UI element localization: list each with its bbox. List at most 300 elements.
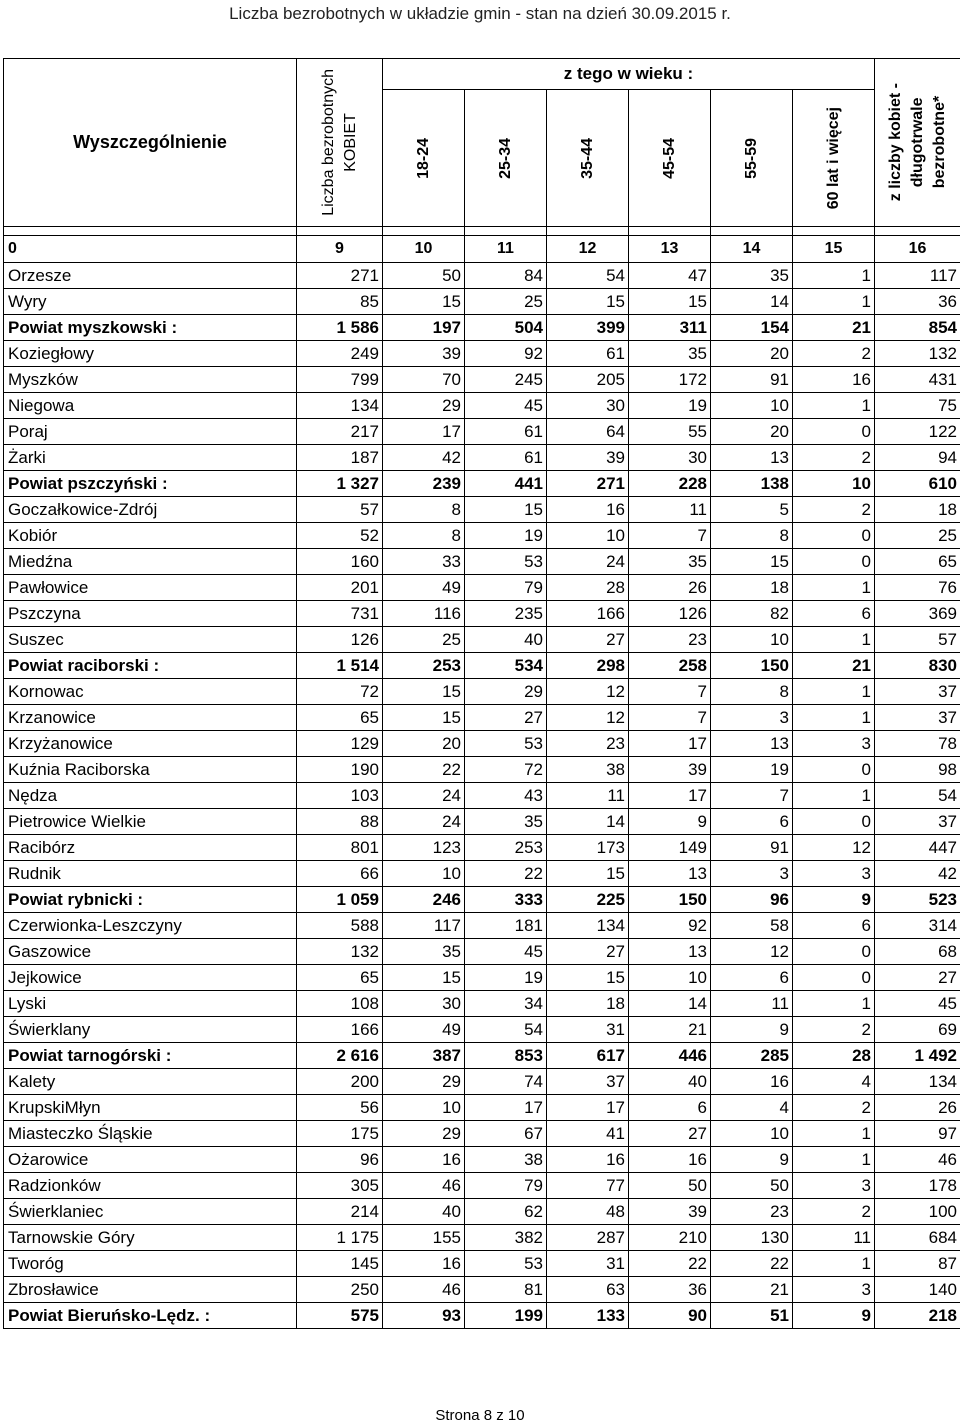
table-row <box>4 991 960 1017</box>
row-value: 2 616 <box>297 1043 383 1069</box>
row-value: 217 <box>297 419 383 445</box>
row-value: 132 <box>297 939 383 965</box>
row-value: 54 <box>875 783 960 809</box>
row-name: Niegowa <box>4 393 297 419</box>
row-value: 6 <box>711 809 793 835</box>
row-value: 14 <box>629 991 711 1017</box>
row-value: 50 <box>383 263 465 289</box>
row-value: 13 <box>711 731 793 757</box>
row-value: 37 <box>875 809 960 835</box>
row-name: Lyski <box>4 991 297 1017</box>
row-value: 9 <box>793 887 875 913</box>
row-value: 333 <box>465 887 547 913</box>
row-value: 25 <box>465 289 547 315</box>
row-value: 1 327 <box>297 471 383 497</box>
row-value: 16 <box>383 1147 465 1173</box>
row-value: 210 <box>629 1225 711 1251</box>
row-value: 25 <box>383 627 465 653</box>
row-value: 129 <box>297 731 383 757</box>
row-value: 35 <box>711 263 793 289</box>
row-value: 181 <box>465 913 547 939</box>
row-value: 132 <box>875 341 960 367</box>
table-row <box>4 1147 960 1173</box>
page-footer: Strona 8 z 10 <box>435 1407 525 1424</box>
row-value: 1 <box>793 1121 875 1147</box>
row-value: 214 <box>297 1199 383 1225</box>
row-value: 15 <box>383 679 465 705</box>
row-value: 23 <box>547 731 629 757</box>
row-value: 76 <box>875 575 960 601</box>
row-value: 250 <box>297 1277 383 1303</box>
row-value: 2 <box>793 1017 875 1043</box>
table-row <box>4 419 960 445</box>
row-value: 1 <box>793 263 875 289</box>
row-value: 62 <box>465 1199 547 1225</box>
row-value: 1 <box>793 393 875 419</box>
row-value: 173 <box>547 835 629 861</box>
row-value: 731 <box>297 601 383 627</box>
row-value: 70 <box>383 367 465 393</box>
unemployment-table <box>3 58 960 1329</box>
row-value: 2 <box>793 1199 875 1225</box>
row-value: 534 <box>465 653 547 679</box>
row-value: 150 <box>711 653 793 679</box>
row-value: 63 <box>547 1277 629 1303</box>
table-row <box>4 627 960 653</box>
table-row <box>4 1225 960 1251</box>
row-value: 65 <box>875 549 960 575</box>
row-value: 79 <box>465 1173 547 1199</box>
row-value: 97 <box>875 1121 960 1147</box>
table-row <box>4 861 960 887</box>
row-value: 5 <box>711 497 793 523</box>
row-value: 15 <box>547 861 629 887</box>
row-value: 37 <box>547 1069 629 1095</box>
row-name: Powiat myszkowski : <box>4 315 297 341</box>
row-name: KrupskiMłyn <box>4 1095 297 1121</box>
row-value: 253 <box>465 835 547 861</box>
row-value: 0 <box>793 757 875 783</box>
row-value: 2 <box>793 1095 875 1121</box>
row-value: 84 <box>465 263 547 289</box>
row-value: 116 <box>383 601 465 627</box>
column-number: 11 <box>465 236 547 263</box>
row-value: 187 <box>297 445 383 471</box>
row-value: 138 <box>711 471 793 497</box>
row-value: 3 <box>793 861 875 887</box>
row-value: 271 <box>547 471 629 497</box>
header-liczba-kobiet <box>297 59 383 227</box>
table-row <box>4 783 960 809</box>
header-age-2 <box>547 90 629 227</box>
row-value: 46 <box>383 1173 465 1199</box>
column-number-row <box>4 236 960 263</box>
row-value: 140 <box>875 1277 960 1303</box>
row-value: 45 <box>875 991 960 1017</box>
table-row <box>4 289 960 315</box>
row-value: 61 <box>547 341 629 367</box>
row-value: 271 <box>297 263 383 289</box>
row-name: Powiat tarnogórski : <box>4 1043 297 1069</box>
row-value: 201 <box>297 575 383 601</box>
row-value: 134 <box>875 1069 960 1095</box>
row-value: 1 <box>793 289 875 315</box>
row-value: 36 <box>629 1277 711 1303</box>
row-value: 12 <box>547 705 629 731</box>
row-value: 29 <box>465 679 547 705</box>
header-age-5 <box>793 90 875 227</box>
row-value: 178 <box>875 1173 960 1199</box>
row-value: 0 <box>793 809 875 835</box>
row-value: 75 <box>875 393 960 419</box>
row-value: 10 <box>711 1121 793 1147</box>
table-row <box>4 939 960 965</box>
table-row <box>4 393 960 419</box>
row-value: 57 <box>875 627 960 653</box>
row-value: 258 <box>629 653 711 679</box>
row-value: 11 <box>547 783 629 809</box>
row-value: 122 <box>875 419 960 445</box>
row-value: 40 <box>629 1069 711 1095</box>
row-value: 1 492 <box>875 1043 960 1069</box>
table-row <box>4 913 960 939</box>
table-row <box>4 1173 960 1199</box>
row-value: 21 <box>793 653 875 679</box>
row-value: 0 <box>793 939 875 965</box>
row-value: 20 <box>711 341 793 367</box>
row-value: 504 <box>465 315 547 341</box>
row-value: 50 <box>629 1173 711 1199</box>
row-value: 1 <box>793 575 875 601</box>
row-value: 8 <box>711 679 793 705</box>
row-value: 387 <box>383 1043 465 1069</box>
row-value: 16 <box>547 497 629 523</box>
row-value: 92 <box>465 341 547 367</box>
table-row <box>4 1043 960 1069</box>
row-value: 16 <box>383 1251 465 1277</box>
row-value: 1 <box>793 1251 875 1277</box>
header-age-label: 60 lat i więcej <box>824 106 842 210</box>
header-age-label: 45-54 <box>660 137 678 179</box>
header-z-tego-w-wieku: z tego w wieku : <box>383 59 875 90</box>
row-value: 91 <box>711 835 793 861</box>
row-value: 9 <box>629 809 711 835</box>
row-value: 830 <box>875 653 960 679</box>
row-value: 199 <box>465 1303 547 1329</box>
row-value: 51 <box>711 1303 793 1329</box>
row-value: 246 <box>383 887 465 913</box>
row-value: 3 <box>793 1277 875 1303</box>
row-value: 64 <box>547 419 629 445</box>
row-value: 34 <box>465 991 547 1017</box>
row-value: 2 <box>793 497 875 523</box>
row-value: 610 <box>875 471 960 497</box>
table-row <box>4 263 960 289</box>
column-number: 15 <box>793 236 875 263</box>
row-value: 29 <box>383 393 465 419</box>
row-value: 22 <box>383 757 465 783</box>
row-value: 10 <box>629 965 711 991</box>
row-value: 100 <box>875 1199 960 1225</box>
row-name: Suszec <box>4 627 297 653</box>
row-value: 66 <box>297 861 383 887</box>
row-value: 42 <box>383 445 465 471</box>
row-value: 27 <box>547 939 629 965</box>
row-value: 239 <box>383 471 465 497</box>
row-value: 9 <box>793 1303 875 1329</box>
row-name: Tarnowskie Góry <box>4 1225 297 1251</box>
row-value: 0 <box>793 549 875 575</box>
row-value: 35 <box>465 809 547 835</box>
row-value: 24 <box>383 783 465 809</box>
row-name: Pszczyna <box>4 601 297 627</box>
row-value: 42 <box>875 861 960 887</box>
row-name: Radzionków <box>4 1173 297 1199</box>
table-row <box>4 1095 960 1121</box>
row-value: 53 <box>465 1251 547 1277</box>
row-value: 235 <box>465 601 547 627</box>
row-value: 90 <box>629 1303 711 1329</box>
row-value: 16 <box>711 1069 793 1095</box>
row-value: 38 <box>465 1147 547 1173</box>
row-value: 1 175 <box>297 1225 383 1251</box>
row-value: 10 <box>383 861 465 887</box>
row-name: Racibórz <box>4 835 297 861</box>
row-value: 6 <box>793 913 875 939</box>
row-value: 3 <box>711 861 793 887</box>
table-row <box>4 965 960 991</box>
row-value: 10 <box>383 1095 465 1121</box>
row-value: 61 <box>465 445 547 471</box>
table-row <box>4 315 960 341</box>
row-value: 172 <box>629 367 711 393</box>
table-row <box>4 523 960 549</box>
row-name: Nędza <box>4 783 297 809</box>
row-value: 15 <box>383 965 465 991</box>
row-value: 575 <box>297 1303 383 1329</box>
row-value: 17 <box>547 1095 629 1121</box>
row-name: Rudnik <box>4 861 297 887</box>
row-value: 39 <box>629 757 711 783</box>
row-name: Powiat rybnicki : <box>4 887 297 913</box>
row-value: 6 <box>629 1095 711 1121</box>
row-value: 24 <box>547 549 629 575</box>
row-value: 98 <box>875 757 960 783</box>
table-body <box>4 263 960 1329</box>
column-number: 0 <box>4 236 297 263</box>
row-value: 287 <box>547 1225 629 1251</box>
row-value: 49 <box>383 1017 465 1043</box>
row-value: 12 <box>547 679 629 705</box>
row-value: 18 <box>711 575 793 601</box>
row-value: 30 <box>629 445 711 471</box>
header-age-3 <box>629 90 711 227</box>
column-number: 9 <box>297 236 383 263</box>
row-value: 15 <box>547 289 629 315</box>
row-value: 684 <box>875 1225 960 1251</box>
row-value: 45 <box>465 939 547 965</box>
row-value: 103 <box>297 783 383 809</box>
row-value: 13 <box>629 861 711 887</box>
row-value: 1 <box>793 679 875 705</box>
row-value: 30 <box>383 991 465 1017</box>
row-value: 3 <box>711 705 793 731</box>
row-value: 27 <box>547 627 629 653</box>
row-name: Czerwionka-Leszczyny <box>4 913 297 939</box>
row-name: Powiat Bieruńsko-Lędz. : <box>4 1303 297 1329</box>
row-value: 150 <box>629 887 711 913</box>
row-value: 166 <box>297 1017 383 1043</box>
row-value: 8 <box>383 497 465 523</box>
row-value: 130 <box>711 1225 793 1251</box>
row-value: 26 <box>629 575 711 601</box>
row-value: 0 <box>793 419 875 445</box>
row-value: 45 <box>465 393 547 419</box>
row-value: 37 <box>875 705 960 731</box>
row-value: 10 <box>711 393 793 419</box>
row-value: 10 <box>711 627 793 653</box>
row-value: 1 <box>793 991 875 1017</box>
row-value: 369 <box>875 601 960 627</box>
table-row <box>4 471 960 497</box>
row-value: 11 <box>629 497 711 523</box>
row-value: 2 <box>793 341 875 367</box>
row-value: 382 <box>465 1225 547 1251</box>
row-value: 20 <box>711 419 793 445</box>
row-value: 7 <box>711 783 793 809</box>
row-value: 41 <box>547 1121 629 1147</box>
row-value: 96 <box>297 1147 383 1173</box>
row-value: 10 <box>793 471 875 497</box>
row-value: 65 <box>297 965 383 991</box>
row-name: Kuźnia Raciborska <box>4 757 297 783</box>
row-value: 35 <box>629 549 711 575</box>
row-value: 29 <box>383 1069 465 1095</box>
table-row <box>4 1017 960 1043</box>
column-number: 13 <box>629 236 711 263</box>
row-value: 96 <box>711 887 793 913</box>
table-row <box>4 601 960 627</box>
row-value: 854 <box>875 315 960 341</box>
row-value: 2 <box>793 445 875 471</box>
row-value: 7 <box>629 705 711 731</box>
row-value: 108 <box>297 991 383 1017</box>
table-row <box>4 445 960 471</box>
row-value: 799 <box>297 367 383 393</box>
header-age-0 <box>383 90 465 227</box>
row-value: 8 <box>383 523 465 549</box>
row-value: 314 <box>875 913 960 939</box>
row-value: 11 <box>793 1225 875 1251</box>
row-value: 117 <box>875 263 960 289</box>
row-value: 9 <box>711 1147 793 1173</box>
row-value: 46 <box>383 1277 465 1303</box>
row-value: 205 <box>547 367 629 393</box>
row-value: 249 <box>297 341 383 367</box>
row-value: 29 <box>383 1121 465 1147</box>
row-value: 6 <box>711 965 793 991</box>
header-age-label: 55-59 <box>742 137 760 179</box>
row-value: 53 <box>465 549 547 575</box>
row-value: 117 <box>383 913 465 939</box>
page-title: Liczba bezrobotnych w układzie gmin - stan na dzień 30.09.2015 r. <box>229 4 731 23</box>
row-value: 447 <box>875 835 960 861</box>
row-name: Miasteczko Śląskie <box>4 1121 297 1147</box>
row-value: 57 <box>297 497 383 523</box>
row-value: 23 <box>629 627 711 653</box>
row-value: 25 <box>875 523 960 549</box>
row-value: 85 <box>297 289 383 315</box>
row-value: 4 <box>793 1069 875 1095</box>
row-value: 12 <box>793 835 875 861</box>
row-value: 588 <box>297 913 383 939</box>
row-value: 13 <box>629 939 711 965</box>
row-value: 43 <box>465 783 547 809</box>
row-value: 56 <box>297 1095 383 1121</box>
row-value: 0 <box>793 523 875 549</box>
row-value: 92 <box>629 913 711 939</box>
table-row <box>4 575 960 601</box>
row-name: Wyry <box>4 289 297 315</box>
row-name: Kalety <box>4 1069 297 1095</box>
table-row <box>4 367 960 393</box>
row-value: 399 <box>547 315 629 341</box>
header-liczba-label: Liczba bezrobotnych KOBIET <box>319 69 359 216</box>
row-value: 58 <box>711 913 793 939</box>
row-value: 52 <box>297 523 383 549</box>
row-value: 20 <box>383 731 465 757</box>
table-row <box>4 1303 960 1329</box>
row-value: 91 <box>711 367 793 393</box>
row-value: 93 <box>383 1303 465 1329</box>
header-dlugotrwale <box>875 59 960 227</box>
row-value: 311 <box>629 315 711 341</box>
row-value: 17 <box>629 731 711 757</box>
row-name: Kobiór <box>4 523 297 549</box>
row-value: 39 <box>383 341 465 367</box>
row-value: 78 <box>875 731 960 757</box>
header-spacer <box>4 227 960 236</box>
row-value: 40 <box>465 627 547 653</box>
row-value: 166 <box>547 601 629 627</box>
row-value: 69 <box>875 1017 960 1043</box>
row-value: 285 <box>711 1043 793 1069</box>
row-value: 253 <box>383 653 465 679</box>
row-value: 72 <box>465 757 547 783</box>
column-number: 16 <box>875 236 960 263</box>
header-dlugotrwale-label: z liczby kobiet - długotrwale bezrobotne* <box>886 83 948 202</box>
row-value: 1 586 <box>297 315 383 341</box>
row-value: 200 <box>297 1069 383 1095</box>
row-value: 39 <box>547 445 629 471</box>
row-value: 197 <box>383 315 465 341</box>
row-value: 22 <box>711 1251 793 1277</box>
row-name: Myszków <box>4 367 297 393</box>
row-value: 3 <box>793 731 875 757</box>
row-value: 1 059 <box>297 887 383 913</box>
row-name: Krzyżanowice <box>4 731 297 757</box>
table-row <box>4 549 960 575</box>
row-value: 38 <box>547 757 629 783</box>
row-value: 225 <box>547 887 629 913</box>
row-value: 523 <box>875 887 960 913</box>
row-value: 160 <box>297 549 383 575</box>
row-value: 87 <box>875 1251 960 1277</box>
row-name: Gaszowice <box>4 939 297 965</box>
row-value: 126 <box>629 601 711 627</box>
row-value: 6 <box>793 601 875 627</box>
row-name: Żarki <box>4 445 297 471</box>
